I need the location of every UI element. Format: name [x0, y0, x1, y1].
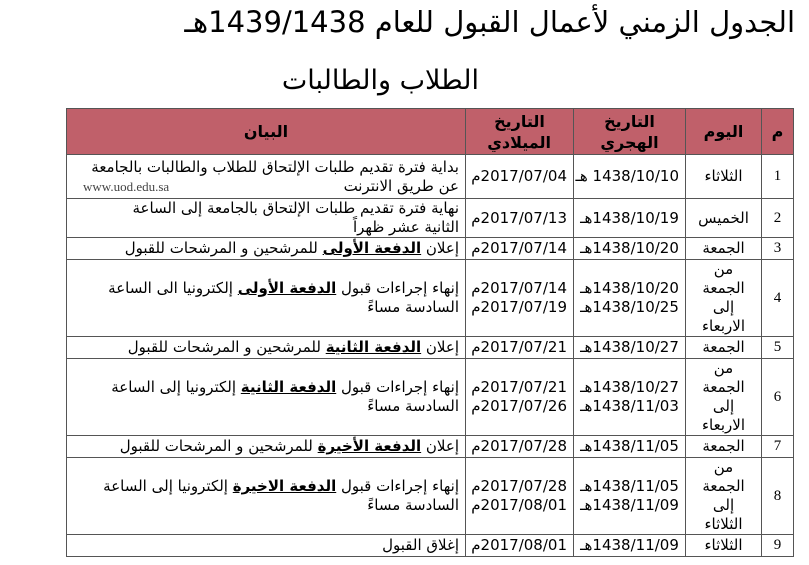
description-line: السادسة مساءً: [367, 298, 459, 316]
table-row: [67, 458, 794, 535]
row-hijri-date: [574, 337, 686, 359]
row-hijri-date: [574, 359, 686, 436]
description-line: إنهاء إجراءات قبول الدفعة الأولى إلكترونيا الى الساعة: [108, 279, 459, 297]
highlighted-batch: الدفعة الأولى: [237, 279, 337, 297]
gregorian-date-line: 2017/07/04م: [471, 167, 567, 185]
row-number: 5: [762, 337, 794, 359]
schedule-table: [66, 108, 794, 557]
table-row: [67, 260, 794, 337]
row-number: 1: [762, 155, 794, 199]
row-description: [67, 238, 466, 260]
hijri-date-line: 1438/10/10 هـ: [575, 167, 679, 185]
row-number: 8: [762, 458, 794, 535]
header-row: [67, 109, 794, 155]
gregorian-date-line: 2017/08/01م: [471, 536, 567, 554]
description-line: السادسة مساءً: [367, 397, 459, 415]
row-number: 9: [762, 535, 794, 557]
page-subtitle: الطلاب والطالبات: [281, 65, 479, 96]
description-line: السادسة مساءً: [367, 496, 459, 514]
table-row: [67, 199, 794, 238]
row-hijri-date: [574, 238, 686, 260]
row-description: [67, 199, 466, 238]
hijri-date-line: 1438/11/05هـ: [580, 477, 679, 495]
table-row: [67, 238, 794, 260]
row-gregorian-date: [466, 199, 574, 238]
row-gregorian-date: [466, 337, 574, 359]
hijri-date-line: 1438/11/05هـ: [580, 437, 679, 455]
gregorian-date-line: 2017/07/26م: [471, 397, 567, 415]
row-day: الجمعة: [686, 337, 762, 359]
page-title: الجدول الزمني لأعمال القبول للعام 1439/1438هـ: [184, 5, 795, 39]
row-day: الثلاثاء: [686, 535, 762, 557]
description-line: عن طريق الانترنت www.uod.edu.sa: [83, 176, 459, 195]
row-gregorian-date: [466, 359, 574, 436]
row-number: 6: [762, 359, 794, 436]
table-row: [67, 436, 794, 458]
row-day: من الجمعة إلى الاربعاء: [686, 260, 762, 337]
gregorian-date-line: 2017/07/14م: [471, 239, 567, 257]
description-line: إعلان الدفعة الثانية للمرشحين و المرشحات للقبول: [127, 338, 459, 356]
row-number: 7: [762, 436, 794, 458]
gregorian-date-line: 2017/07/21م: [471, 338, 567, 356]
header-description: البيان: [67, 109, 466, 155]
row-gregorian-date: [466, 238, 574, 260]
hijri-date-line: 1438/10/27هـ: [580, 338, 679, 356]
description-line: إغلاق القبول: [382, 536, 459, 554]
row-day: الجمعة: [686, 238, 762, 260]
row-description: [67, 260, 466, 337]
gregorian-date-line: 2017/07/14م: [471, 279, 567, 297]
row-hijri-date: [574, 260, 686, 337]
row-day: الخميس: [686, 199, 762, 238]
row-hijri-date: [574, 535, 686, 557]
row-number: 4: [762, 260, 794, 337]
header-gregorian-date: التاريخ الميلادي: [466, 109, 574, 155]
website-url: www.uod.edu.sa: [83, 178, 170, 194]
row-number: 2: [762, 199, 794, 238]
row-gregorian-date: [466, 535, 574, 557]
highlighted-batch: الدفعة الأخيرة: [317, 437, 422, 455]
description-line: إنهاء إجراءات قبول الدفعة الاخيرة إلكترونيا إلى الساعة: [103, 477, 459, 495]
row-gregorian-date: [466, 260, 574, 337]
highlighted-batch: الدفعة الثانية: [240, 378, 337, 396]
description-line: إنهاء إجراءات قبول الدفعة الثانية إلكترونيا إلى الساعة: [111, 378, 459, 396]
row-gregorian-date: [466, 458, 574, 535]
schedule-table-header: [67, 109, 794, 155]
row-description: [67, 436, 466, 458]
header-hijri-date: التاريخ الهجري: [574, 109, 686, 155]
row-number: 3: [762, 238, 794, 260]
row-day: من الجمعة إلى الثلاثاء: [686, 458, 762, 535]
row-description: [67, 535, 466, 557]
description-line: بداية فترة تقديم طلبات الإلتحاق للطلاب والطالبات بالجامعة: [91, 157, 459, 176]
gregorian-date-line: 2017/08/01م: [471, 496, 567, 514]
row-description: [67, 458, 466, 535]
row-day: الجمعة: [686, 436, 762, 458]
gregorian-date-line: 2017/07/28م: [471, 437, 567, 455]
hijri-date-line: 1438/10/20هـ: [580, 239, 679, 257]
gregorian-date-line: 2017/07/19م: [471, 298, 567, 316]
gregorian-date-line: 2017/07/13م: [471, 208, 567, 227]
schedule-table-body: [67, 155, 794, 557]
description-line: الثانية عشر ظهراً: [352, 218, 459, 236]
description-line: إعلان الدفعة الأخيرة للمرشحين و المرشحات للقبول: [119, 437, 459, 455]
highlighted-batch: الدفعة الثانية: [325, 338, 422, 356]
row-description: [67, 337, 466, 359]
hijri-date-line: 1438/10/19هـ: [580, 208, 679, 227]
row-hijri-date: [574, 199, 686, 238]
row-gregorian-date: [466, 436, 574, 458]
table-row: [67, 155, 794, 199]
gregorian-date-line: 2017/07/21م: [471, 378, 567, 396]
row-description: [67, 155, 466, 199]
hijri-date-line: 1438/10/27هـ: [580, 378, 679, 396]
description-line: إعلان الدفعة الأولى للمرشحين و المرشحات للقبول: [124, 239, 459, 257]
hijri-date-line: 1438/11/09هـ: [580, 496, 679, 514]
hijri-date-line: 1438/11/09هـ: [580, 536, 679, 554]
highlighted-batch: الدفعة الاخيرة: [232, 477, 337, 495]
row-hijri-date: [574, 155, 686, 199]
row-hijri-date: [574, 436, 686, 458]
table-row: [67, 337, 794, 359]
table-row: [67, 535, 794, 557]
row-description: [67, 359, 466, 436]
hijri-date-line: 1438/10/25هـ: [580, 298, 679, 316]
header-day: اليوم: [686, 109, 762, 155]
gregorian-date-line: 2017/07/28م: [471, 477, 567, 495]
row-day: من الجمعة إلى الاربعاء: [686, 359, 762, 436]
header-num: م: [762, 109, 794, 155]
row-gregorian-date: [466, 155, 574, 199]
description-line: نهاية فترة تقديم طلبات الإلتحاق بالجامعة إلى الساعة: [132, 199, 459, 217]
highlighted-batch: الدفعة الأولى: [322, 239, 422, 257]
hijri-date-line: 1438/10/20هـ: [580, 279, 679, 297]
table-row: [67, 359, 794, 436]
row-day: الثلاثاء: [686, 155, 762, 199]
hijri-date-line: 1438/11/03هـ: [580, 397, 679, 415]
row-hijri-date: [574, 458, 686, 535]
